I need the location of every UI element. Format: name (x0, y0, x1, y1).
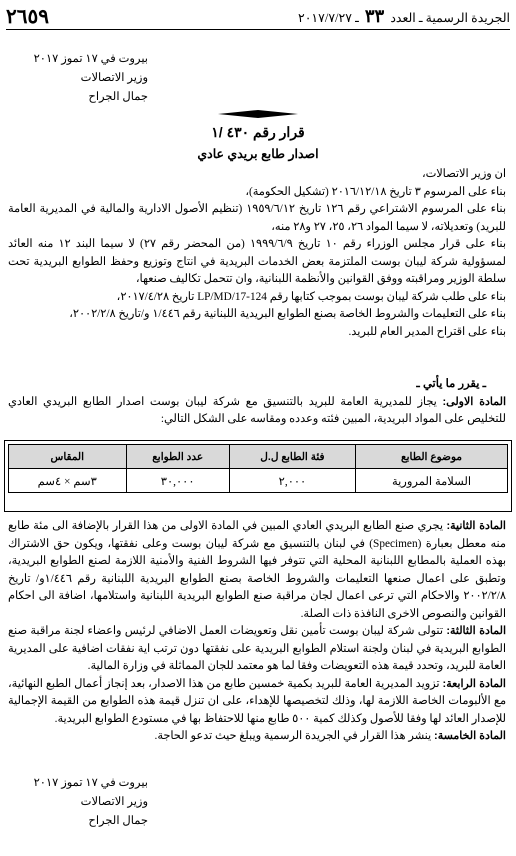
table-header: المقاس (9, 445, 127, 469)
article-4 (8, 676, 506, 729)
signature-name: جمال الجراح (88, 91, 148, 103)
article-1-text: يجاز للمديرية العامة للبريد بالتنسيق مع شركة ليبان بوست اصدار الطابع البريدي العادي للتخليص على المواد البريدية، المبين فئته وعدده ومقاسه على الشكل التالي: (8, 395, 506, 425)
table-cell: ٣٠,٠٠٠ (126, 469, 229, 493)
preamble-line: بناء على قرار مجلس الوزراء رقم ١٠ تاريخ ١٩٩٩/٦/٩ (من المحضر رقم ٢٧) لا سيما البند ١٢ منه العائد لمسؤولية شركة ليبان بوست الملتزمة بعض الخدمات البريدية في انتاج وتوزيع وحفظ الطوابع البريدية تحت سلطة الوزير ومراقبته ووفق القوانين والأنظمة اللبنانية، وان تتحمل تكاليف صنعها، (8, 238, 506, 285)
signature-place-date: بيروت في ١٧ تموز ٢٠١٧ (33, 777, 148, 789)
article-5-text: ينشر هذا القرار في الجريدة الرسمية ويبلغ حيث تدعو الحاجة. (154, 730, 432, 742)
article-1-label: المادة الاولى: (442, 395, 506, 408)
table-row (9, 469, 508, 493)
table-cell: ٣سم × ٤سم (9, 469, 127, 493)
article-3-text: تتولى شركة ليبان بوست تأمين نقل وتعويضات العمل الاضافي لرئيس واعضاء لجنة مراقبة صنع الطوابع البريدية في لبنان ولجنة استلام الطوابع البريدية على نفقتها دون ترتب اية نفقات اضافية على المديرية العامة للبريد، وتحدد قيمة هذه التعويضات وفقا لما هو معتمد للجان المماثلة في وزارة المالية. (8, 625, 506, 672)
signature-position: وزير الاتصالات (80, 796, 148, 808)
decision-subject: اصدار طابع بريدي عادي (197, 147, 319, 161)
signature-position: وزير الاتصالات (80, 72, 148, 84)
page-number: ٢٦٥٩ (6, 6, 49, 28)
signature-place-date: بيروت في ١٧ تموز ٢٠١٧ (33, 53, 148, 65)
gazette-title (298, 6, 510, 27)
preamble-line: بناء على المرسوم ٣ تاريخ ٢٠١٦/١٢/١٨ (تشكيل الحكومة)، (245, 185, 506, 198)
issue-number: ٣٣ (364, 6, 385, 26)
page-header (6, 4, 510, 30)
articles (8, 518, 506, 746)
table-header: موضوع الطابع (356, 445, 508, 469)
top-signature (8, 50, 148, 107)
article-4-label: المادة الرابعة: (442, 677, 506, 690)
decision-number: قرار رقم ٤٣٠ /١ (211, 124, 305, 140)
article-4-text: تزويد المديرية العامة للبريد بكمية خمسين طابع من هذا الاصدار، بعد إنجاز أعمال الطبع النهائية، مع الألبومات الخاصة اللازمة لها، وذلك لتخصيصها للإهداء، على ان تنزل قيمة هذه الطوابع من القيمة الإجمالية للإصدار العائد لها وفقا للأصول وكذلك كمية ٥٠٠ طابع منها للاحتفاظ بها في مستودع الطوابع البريدية. (8, 677, 506, 725)
preamble-line: بناء على اقتراح المدير العام للبريد. (348, 325, 506, 338)
gazette-name: الجريدة الرسمية ـ العدد (390, 11, 510, 25)
article-2-text: يجري صنع الطابع البريدي العادي المبين في المادة الاولى من هذا القرار بالإضافة الى مئة طابع منه معطل بعبارة (Specimen) في لبنان بالتنسيق مع شركة ليبان بوست وعلى نفقتها، ويكون حق الاشتراك بهذه العملية بالمطابع اللبنانية المحلية التي تتوفر فيها الشروط الفنية والأمنية اللازمة لصنع الطوابع البريدية، وتطبق على اعمال صنعها التعليمات والشروط الخاصة بصنع الطوابع البريدية اللبنانية رقم ١/٤٤٦و/ تاريخ ٢٠٠٢/٢/٨ والاحكام التي ترعى اعمال لجان مراقبة صنع الطوابع البريدية اللبنانية واستلامها، اضافة الى احكام القوانين والنصوص الاخرى النافذة ذات الصلة. (8, 520, 506, 620)
article-3 (8, 623, 506, 676)
article-5-label: المادة الخامسة: (434, 730, 506, 742)
article-5 (8, 728, 506, 746)
stamp-table (8, 444, 508, 493)
decides-heading-block (8, 376, 506, 429)
preamble-line: بناء على التعليمات والشروط الخاصة بصنع الطوابع البريدية اللبنانية رقم ١/٤٤٦ و/تاريخ ٢٠٠٢/٢/٨، (69, 308, 506, 320)
article-2-label: المادة الثانية: (446, 520, 506, 532)
preamble-line: بناء على المرسوم الاشتراعي رقم ١٢٦ تاريخ ١٩٥٩/٦/١٢ (تنظيم الأصول الادارية والمالية في المديرية العامة للبريد) وتعديلاته، لا سيما المواد ٢٦، ٢٥، ٢٧ و٢٨ منه، (8, 203, 506, 233)
table-cell: ٢,٠٠٠ (229, 469, 355, 493)
decides-heading: ـ يقرر ما يأتي ـ (416, 378, 486, 390)
article-2 (8, 518, 506, 623)
table-header-row (9, 445, 508, 469)
preamble-line: بناء على طلب شركة ليبان بوست بموجب كتابها رقم LP/MD/17-124 تاريخ ٢٠١٧/٤/٢٨، (116, 290, 506, 303)
table-cell: السلامة المرورية (356, 469, 508, 493)
preamble-line: ان وزير الاتصالات، (421, 168, 506, 180)
preamble (8, 166, 506, 341)
signature-name: جمال الجراح (88, 815, 148, 827)
article-1 (8, 394, 506, 429)
issue-date: ـ ٢٠١٧/٧/٢٧ (297, 11, 359, 25)
separator-ornament (218, 110, 298, 118)
bottom-signature (8, 774, 148, 831)
table-header: عدد الطوابع (126, 445, 229, 469)
article-3-label: المادة الثالثة: (446, 625, 506, 637)
table-header: فئة الطابع ل.ل (229, 445, 355, 469)
